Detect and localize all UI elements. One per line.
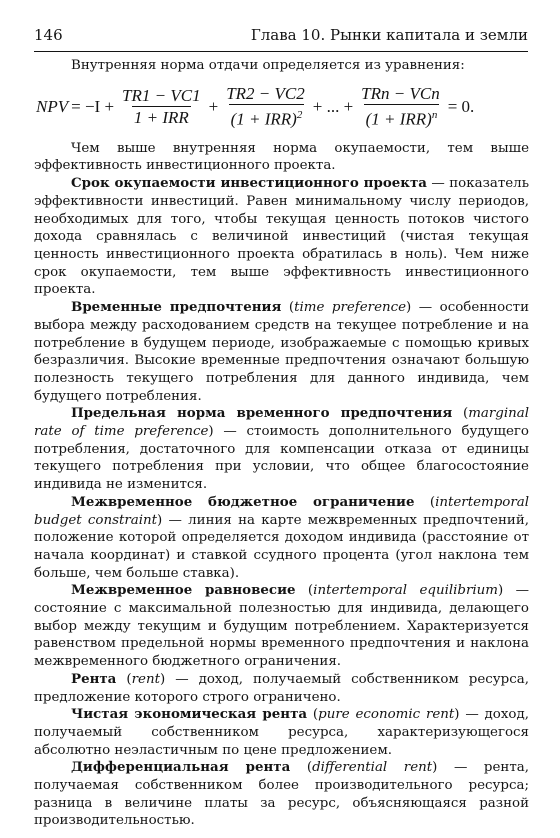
fraction-2-exponent: 2 bbox=[296, 109, 303, 122]
fraction-3-exponent: n bbox=[431, 109, 438, 122]
fraction-2-numerator: TR2 − VC2 bbox=[226, 83, 305, 103]
fraction-3 bbox=[359, 85, 442, 129]
formula-dots: + ... + bbox=[312, 96, 354, 116]
header-rule bbox=[34, 51, 528, 52]
english-term: time preference bbox=[294, 300, 407, 316]
definition-payback-period: Срок окупаемости инвестиционного проекта — показатель эффективности инвестиций. Равен минимальному числу периодов, необходимых для того, чтобы текущая ценность потоков чистого дохода сравнялась с величиной инвестиций (чистая текущая ценность инвестиционного проекта обратилась в ноль). Чем ниже срок окупаемости, тем выше эффективность инвестиционного проекта. bbox=[34, 175, 529, 298]
english-term: rent bbox=[131, 671, 160, 687]
english-term: marginal rate of time preference bbox=[34, 406, 530, 440]
page-number: 146 bbox=[34, 26, 63, 44]
page-body bbox=[34, 57, 529, 830]
term: Дифференциальная рента bbox=[71, 759, 291, 776]
fraction-3-denominator: (1 + IRR)$^n$ bbox=[364, 104, 440, 128]
english-term: intertemporal budget constraint bbox=[34, 494, 529, 528]
fraction-1-numerator: TR1 − VC1 bbox=[122, 85, 201, 105]
term: Срок окупаемости инвестиционного проекта bbox=[71, 175, 427, 192]
paragraph-irr-conclusion: Чем выше внутренняя норма окупаемости, тем выше эффективность инвестиционного проекта. bbox=[34, 140, 529, 174]
fraction-2-denominator: (1 + IRR)$^2$ bbox=[229, 104, 305, 128]
term: Межвременное бюджетное ограничение bbox=[71, 493, 415, 510]
definition-differential-rent: Дифференциальная рента (differential rent) — рента, получаемая собственником более производительного ресурса; разница в величине платы за ресурс, объясняющаяся разной производительностью. bbox=[34, 759, 530, 829]
fraction-2 bbox=[224, 85, 307, 129]
chapter-title: Глава 10. Рынки капитала и земли bbox=[250, 26, 528, 44]
page-header bbox=[34, 26, 528, 44]
formula-intro: Внутренняя норма отдачи определяется из уравнения: bbox=[71, 58, 465, 73]
definition-pure-economic-rent: Чистая экономическая рента (pure economic rent) — доход, получаемый собственником ресурса, характеризующегося абсолютно неэластичным по цене предложением. bbox=[34, 706, 529, 758]
definition-budget-constraint: Межвременное бюджетное ограничение (intertemporal budget constraint) — линия на карте межвременных предпочтений, положение которой определяется доходом индивида (расстояние от начала координат) и ставкой ссудного процента (угол наклона тем больше, чем больше ставка). bbox=[34, 493, 529, 581]
fraction-3-numerator: TRn − VCn bbox=[361, 83, 440, 103]
term: Межвременное равновесие bbox=[71, 582, 296, 599]
formula-lhs: NPV bbox=[36, 96, 69, 116]
term: Рента bbox=[71, 670, 117, 687]
definition-rent: Рента (rent) — доход, получаемый собственником ресурса, предложение которого строго ограничено. bbox=[34, 670, 529, 705]
fraction-1 bbox=[120, 87, 203, 127]
definition-marginal-rate: Предельная норма временного предпочтения (marginal rate of time preference) — стоимость дополнительного будущего потребления, достаточного для компенсации отказа от единицы текущего потребления при условии, что общее благосостояние индивида не изменится. bbox=[34, 405, 530, 493]
formula-term0: = −I + bbox=[71, 96, 115, 116]
english-term: differential rent bbox=[312, 760, 433, 776]
fraction-1-denominator: 1 + IRR bbox=[133, 108, 189, 128]
english-term: pure economic rent bbox=[318, 707, 455, 723]
formula-rhs: = 0. bbox=[447, 96, 475, 116]
definition-intertemporal-equilibrium: Межвременное равновесие (intertemporal equilibrium) — состояние с максимальной полезностью для индивида, делающего выбор между текущим и будущим потреблением. Характеризуется равенством предельной нормы временного предпочтения и наклона межвременного бюджетного ограничения. bbox=[34, 582, 529, 670]
definition-time-preference: Временные предпочтения (time preference) — особенности выбора между расходованием средств на текущее потребление и на потребление в будущем периоде, изображаемые с помощью кривых безразличия. Высокие временные предпочтения означают большую полезность текущего потребления для данного индивида, чем будущего потребления. bbox=[34, 299, 529, 404]
irr-formula bbox=[36, 85, 529, 129]
term: Чистая экономическая рента bbox=[71, 706, 308, 723]
english-term: intertemporal equilibrium bbox=[313, 583, 498, 599]
term: Предельная норма временного предпочтения bbox=[71, 405, 453, 422]
term: Временные предпочтения bbox=[71, 299, 282, 316]
plus-sign: + bbox=[208, 96, 219, 116]
